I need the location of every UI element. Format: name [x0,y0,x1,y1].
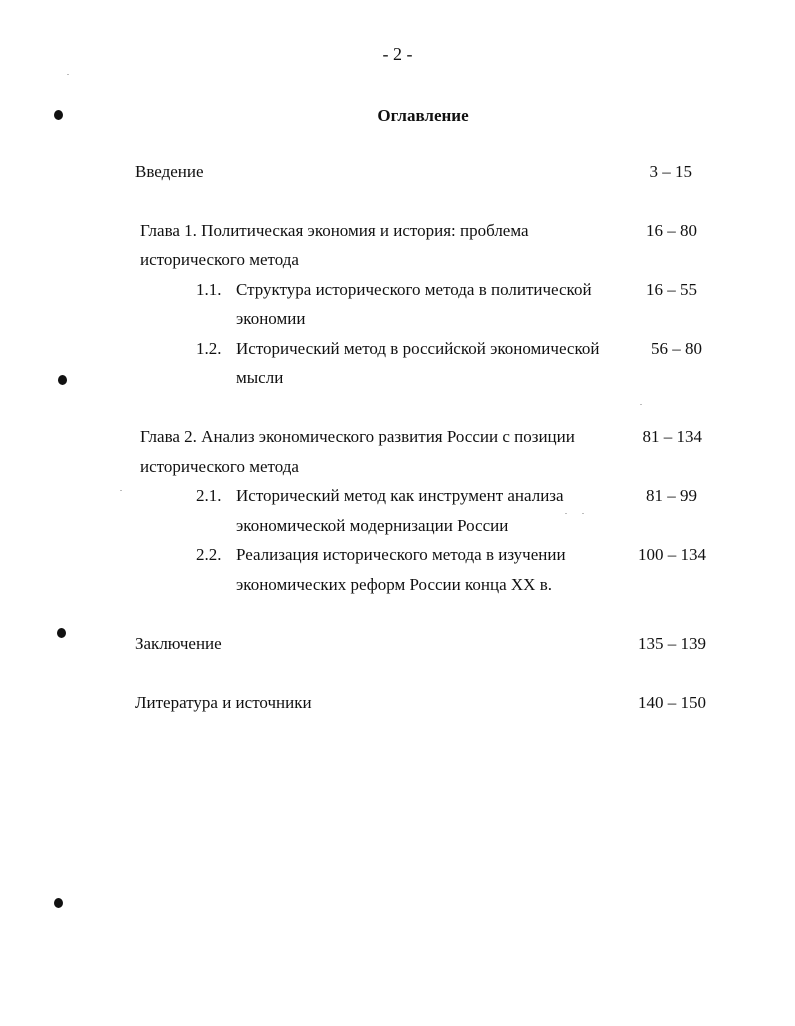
binder-hole [58,375,67,385]
toc-section-1-2-title-line2: мысли [236,368,284,387]
scan-speck [67,74,69,75]
toc-section-2-1-number: 2.1. [196,486,222,505]
toc-section-2-2-pages: 100 – 134 [638,545,706,564]
toc-section-2-1-pages: 81 – 99 [646,486,697,505]
toc-introduction-pages: 3 – 15 [649,162,692,181]
toc-literature-pages: 140 – 150 [638,693,706,712]
toc-chapter1-title-line1: Глава 1. Политическая экономия и история: проблема [140,221,529,240]
toc-chapter1-pages: 16 – 80 [646,221,697,240]
toc-section-1-1-title-line1: Структура исторического метода в политической [236,280,592,299]
scan-speck [565,513,567,514]
toc-section-2-2-title-line1: Реализация исторического метода в изучении [236,545,566,564]
toc-section-1-2-title-line1: Исторический метод в российской экономической [236,339,600,358]
binder-hole [57,628,66,638]
page-number: - 2 - [382,44,413,64]
toc-introduction-label: Введение [135,162,204,181]
toc-section-2-2-number: 2.2. [196,545,222,564]
scan-speck [582,513,584,514]
toc-section-1-1-title-line2: экономии [236,309,306,328]
toc-section-1-2-number: 1.2. [196,339,222,358]
toc-conclusion-label: Заключение [135,634,222,653]
toc-section-2-1-title-line2: экономической модернизации России [236,516,509,535]
toc-chapter2-title-line2: исторического метода [140,457,299,476]
toc-literature-label: Литература и источники [135,693,312,712]
toc-chapter2-pages: 81 – 134 [642,427,702,446]
scan-speck [640,404,642,405]
toc-title: Оглавление [377,106,469,125]
toc-section-1-1-number: 1.1. [196,280,222,299]
toc-chapter1-title-line2: исторического метода [140,250,299,269]
toc-section-1-1-pages: 16 – 55 [646,280,697,299]
toc-conclusion-pages: 135 – 139 [638,634,706,653]
toc-section-1-2-pages: 56 – 80 [651,339,702,358]
scan-speck [120,490,122,491]
binder-hole [54,898,63,908]
toc-section-2-2-title-line2: экономических реформ России конца XX в. [236,575,552,594]
toc-chapter2-title-line1: Глава 2. Анализ экономического развития России с позиции [140,427,575,446]
toc-section-2-1-title-line1: Исторический метод как инструмент анализа [236,486,564,505]
